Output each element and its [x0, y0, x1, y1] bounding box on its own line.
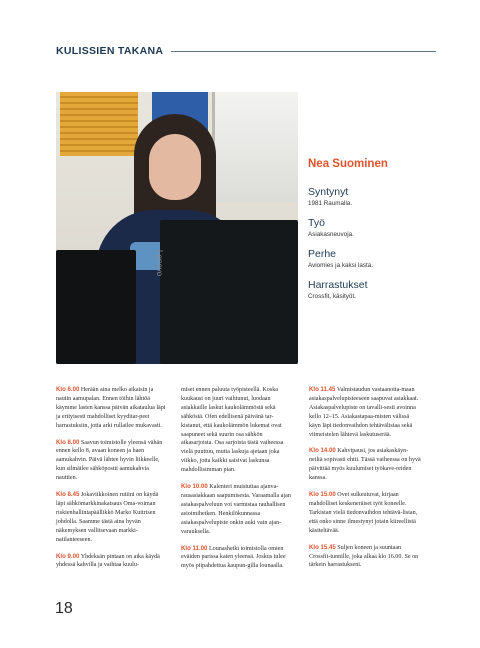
monitor-left: [56, 250, 136, 364]
profile-name: Nea Suominen: [308, 158, 388, 170]
entry-text: Ovet sulkeutuvat, kirjaan mahdolliset keskeneräiset työt koneelle. Tarkistan vielä tiedonvaihdon tehtävä-listan, että onko sinne ilmestynyt jotain kiireellistä käsiteltävää.: [309, 492, 418, 534]
entry-time: Klo 15.45: [309, 543, 336, 551]
entry-time: Klo 8.00: [56, 438, 80, 446]
timeline-entry: [309, 447, 421, 483]
entry-text: Suljen koneen ja suuntaan Crossfit-tunnille, joka alkaa klo 16.00. Se on tärkein harrastukseni.: [309, 544, 419, 569]
entry-text: Yhdeksän pintaan on aika käydä yhdessä kahvilla ja vaihtaa kuulu-: [56, 553, 160, 569]
entry-text: Saavun toimistolle yleensä vähän ennen kello 8, avaan koneen ja haen aamukahvin. Päivä lähtee hyvin liikkeelle, kun silmäilee sähköpostit aamukahvia nauttien.: [56, 439, 163, 482]
entry-time: Klo 11.00: [181, 544, 208, 552]
article-column-3: [309, 386, 421, 578]
entry-text: Jokaviikkoinen rutiini on käydä läpi sähkömarkkinakatsaus Oma-voiman riskienhallintapäällikkö Marko Kuitrisen johdolla. Saamme tästä aina hyvän näkemyksen vallitsevaan markki-natilanteeseen.: [56, 492, 159, 543]
person-face: [149, 134, 201, 200]
profile-field-value: Aviomies ja kaksi lasta.: [308, 262, 373, 269]
article-column-1: [56, 386, 168, 578]
entry-time: Klo 9.00: [56, 552, 80, 560]
page-number: 18: [55, 600, 73, 617]
profile-field-heading: Harrastukset: [308, 279, 368, 291]
timeline-entry: [181, 545, 293, 572]
timeline-entry: [309, 544, 421, 571]
timeline-entry: [56, 439, 168, 484]
timeline-entry: [56, 386, 168, 431]
header-rule: [171, 51, 436, 52]
article-column-2: [181, 386, 293, 579]
profile-field-work: [308, 217, 468, 238]
entry-text: Kalenteri muistuttaa ajanva-rausasiakkaan saapumisesta. Varaamalla ajan asiakaspalveluun voi varmistaa rauhallisen asioimihetken. Henkilökunnassa asiakaspalvelupiste onkin auki vain ajan-varauksella.: [181, 484, 291, 535]
profile-field-born: [308, 186, 468, 207]
entry-time: Klo 15.00: [309, 491, 336, 499]
timeline-entry: [309, 386, 421, 439]
profile-field-family: [308, 248, 468, 269]
profile-field-heading: Työ: [308, 217, 325, 229]
timeline-entry: [56, 553, 168, 571]
timeline-entry: [181, 483, 293, 536]
entry-time: Klo 14.00: [309, 447, 336, 455]
profile-field-value: 1981 Raumalla.: [308, 200, 353, 207]
entry-text: Herään aina melko aikaisin ja nautin aamupalan. Ennen töihin lähtöä käymme lasten kanssa päivän aikataulua läpi ja erityisesti mahdolliset kyyditar-peet harrastuksiin, jotta arki rullailee mukavasti.: [56, 387, 166, 429]
section-title: KULISSIEN TAKANA: [56, 45, 164, 57]
timeline-entry: [56, 491, 168, 544]
timeline-entry: [309, 491, 421, 536]
profile-field-heading: Syntynyt: [308, 186, 349, 198]
monitor-brand-label: Lenovo: [155, 250, 164, 277]
profile-field-value: Asiakasneuvoja.: [308, 231, 354, 238]
profile-field-value: Crossfit, käsityöt.: [308, 293, 356, 300]
entry-time: Klo 8.45: [56, 491, 80, 499]
timeline-entry: [181, 386, 293, 475]
entry-text: miset ennen paluuta työpisteellä. Koska kuukausi on juuri vaihtunut, luodaan asiakkaille laskut kaukolämmöstä sekä sähköstä. Ofen edellisenä päivänä tar-kistanut, että kaukolämmön lukemat ovat saapuneet sekä suurin osa sähkön aikasarjoista. Osa sarjoista tästä vaiheessa vielä puuttuu, mutta laskuja ajetaan joka viikko, jotta kaikki saisivat laskunsa mahdollisimman pian.: [181, 387, 284, 474]
entry-text: Kahvipausi, jos asiakaskäyn-neiltä sopivasti ehtii. Tässä vaiheessa on hyvä päivittää myös kuulumiset työkave-reiden kanssa.: [309, 448, 421, 482]
section-header: [56, 43, 436, 59]
window-blind: [60, 92, 138, 156]
profile-panel: [308, 158, 468, 310]
entry-time: Klo 10.00: [181, 483, 208, 491]
entry-time: Klo 6.00: [56, 386, 80, 393]
entry-time: Klo 11.45: [309, 386, 336, 393]
entry-text: Lounashetki toimistolla omien eväiden parissa katen yleensä. Joskus tulee myös piipahdettua kaupun-gilla lounaalla.: [181, 545, 286, 570]
portrait-photo: [56, 92, 298, 364]
profile-field-hobbies: [308, 279, 468, 300]
monitor-right: [160, 220, 298, 364]
profile-field-heading: Perhe: [308, 248, 337, 260]
entry-text: Valmistaudun vastaanotta-maan asiakaspalvelupisteeseen saapuvat asiakkaat. Asiakaspalvelupiste on tavalli-sesti avoinna kello 12–15. Asiakastapaa-misten välissä käyn läpi tiedonvaihdon tehtävälistaa sekä viimeistelen lähtevä laskutuserää.: [309, 387, 419, 438]
office-window: [212, 92, 298, 202]
